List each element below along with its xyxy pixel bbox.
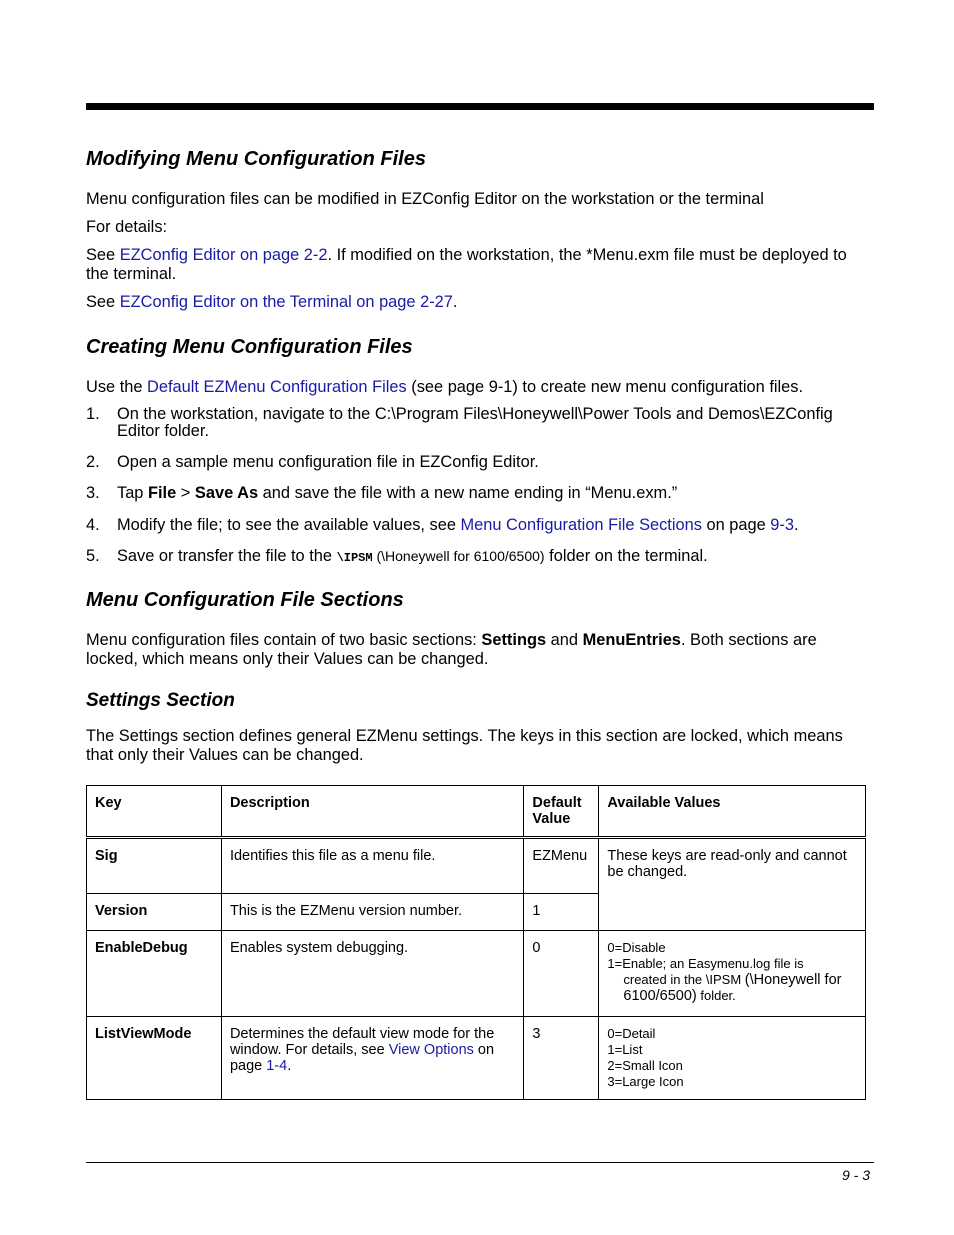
for-details: For details: [86,218,168,236]
table-row: Sig Identifies this file as a menu file. EZMenu These keys are read-only and cannot be changed. [87,838,866,894]
modifying-intro: Menu configuration files can be modified in EZConfig Editor on the workstation or the terminal [86,190,764,208]
link-ezconfig-terminal[interactable]: EZConfig Editor on the Terminal on page 2-27 [119,293,453,311]
see-ezconfig-editor: See EZConfig Editor on page 2-2. If modified on the workstation, the *Menu.exm file must be deployed to the terminal. [86,246,847,283]
see-ezconfig-terminal: See EZConfig Editor on the Terminal on page 2-27. [86,293,458,311]
table-row: EnableDebug Enables system debugging. 0 0=Disable 1=Enable; an Easymenu.log file is created in the \IPSM (\Honeywell for 6100/6500) folder. [87,931,866,1017]
heading-creating: Creating Menu Configuration Files [86,336,413,358]
shared-available-values: These keys are read-only and cannot be changed. [599,838,866,931]
heading-settings: Settings Section [86,690,235,711]
page-number: 9 - 3 [841,1167,870,1183]
link-page-1-4[interactable]: 1-4 [266,1058,288,1074]
settings-intro: The Settings section defines general EZMenu settings. The keys in this section are locked, which means that only their Values can be changed. [86,727,843,764]
table-header-row [87,786,866,838]
enabledebug-values: 0=Disable 1=Enable; an Easymenu.log file is created in the \IPSM (\Honeywell for 6100/6500) folder. [599,931,866,1017]
header-available: Available Values [599,786,866,838]
file-sections-intro: Menu configuration files contain of two basic sections: Settings and MenuEntries. Both sections are locked, which means only their Values can be changed. [86,631,817,668]
link-ezconfig-editor[interactable]: EZConfig Editor on page 2-2 [119,246,328,264]
table-row: Version This is the EZMenu version number. 1 [87,894,866,931]
link-page-9-3[interactable]: 9-3 [770,516,794,534]
header-default: Default Value [524,786,599,838]
listviewmode-values: 0=Detail 1=List 2=Small Icon 3=Large Icon [599,1017,866,1100]
link-menu-config-sections[interactable]: Menu Configuration File Sections [460,516,702,534]
heading-file-sections: Menu Configuration File Sections [86,589,404,611]
header-key: Key [87,786,222,838]
table-row: ListViewMode Determines the default view mode for the window. For details, see View Options on page 1-4. 3 0=Detail 1=List 2=Small Icon 3=Large Icon [87,1017,866,1100]
footer-rule [86,1162,874,1163]
link-view-options[interactable]: View Options [388,1042,474,1058]
header-description: Description [221,786,523,838]
settings-table [86,785,866,1100]
header-rule [86,103,874,110]
heading-modifying: Modifying Menu Configuration Files [86,148,426,170]
link-default-ezmenu[interactable]: Default EZMenu Configuration Files [147,378,407,396]
creating-intro: Use the Default EZMenu Configuration Files (see page 9-1) to create new menu configuration files. [86,378,804,396]
